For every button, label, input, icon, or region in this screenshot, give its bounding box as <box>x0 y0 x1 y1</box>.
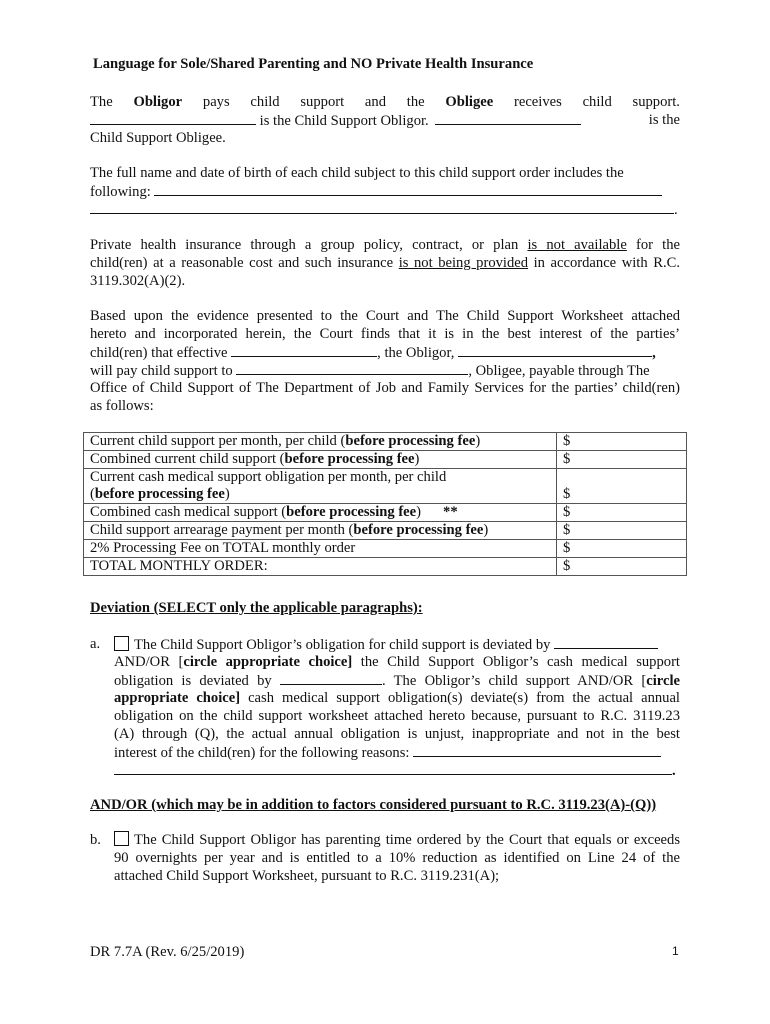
children-names-intro: The full name and date of birth of each child subject to this child support order includes the <box>90 165 624 181</box>
page-title: Language for Sole/Shared Parenting and NO Private Health Insurance <box>93 56 534 72</box>
table-row <box>84 451 687 469</box>
item-a-line-4: appropriate choice] cash medical support obligation(s) deviate(s) from the actual annual <box>114 690 680 706</box>
item-b-checkbox[interactable] <box>114 831 129 846</box>
findings-line-3: child(ren) that effective , the Obligor, , <box>90 345 656 361</box>
obligor-obligee-names: is the Child Support Obligor. is the <box>90 111 680 130</box>
obligee-name-field[interactable] <box>435 111 581 125</box>
table-row <box>84 504 687 522</box>
amount-cell[interactable]: $ <box>557 522 687 540</box>
amount-cell[interactable]: $ <box>557 469 687 504</box>
amount-cell[interactable]: $ <box>557 433 687 451</box>
table-row <box>84 433 687 451</box>
item-a-label: a. <box>90 636 101 652</box>
row-label: Child support arrearage payment per month (before processing fee) <box>84 522 557 540</box>
findings-line-4: will pay child support to , Obligee, payable through The <box>90 363 650 379</box>
table-row <box>84 558 687 576</box>
item-a-line-2: AND/OR [circle appropriate choice] the Child Support Obligor’s cash medical support <box>114 654 680 670</box>
row-label: Combined current child support (before processing fee) <box>84 451 557 469</box>
deviation-heading: Deviation (SELECT only the applicable paragraphs): <box>90 600 423 616</box>
amount-cell[interactable]: $ <box>557 504 687 522</box>
obligor-obligee-line: The Obligor pays child support and the Obligee receives child support. <box>90 94 680 110</box>
medical-deviation-field[interactable] <box>280 671 382 685</box>
item-a-line-5: obligation on the child support worksheet attached hereto because, pursuant to R.C. 3119.23 <box>114 708 680 724</box>
children-names-field-1[interactable] <box>154 182 662 196</box>
item-b-line-3: attached Child Support Worksheet, pursuant to R.C. 3119.231(A); <box>114 868 500 884</box>
table-row <box>84 540 687 558</box>
row-label: 2% Processing Fee on TOTAL monthly order <box>84 540 557 558</box>
amount-cell[interactable]: $ <box>557 558 687 576</box>
findings-line-1: Based upon the evidence presented to the Court and The Child Support Worksheet attached <box>90 308 680 324</box>
page-number: 1 <box>672 944 679 958</box>
item-a-line-7: interest of the child(ren) for the following reasons: <box>114 743 680 762</box>
obligor-field[interactable] <box>458 343 652 357</box>
form-footer: DR 7.7A (Rev. 6/25/2019) <box>90 944 245 960</box>
item-b-line-1: The Child Support Obligor has parenting time ordered by the Court that equals or exceeds <box>114 831 680 849</box>
obligee-field[interactable] <box>236 361 468 375</box>
item-a-line-8: . <box>114 761 680 780</box>
support-amounts-table <box>83 432 687 576</box>
amount-cell[interactable]: $ <box>557 451 687 469</box>
item-a-line-3: obligation is deviated by . The Obligor’s child support AND/OR [circle <box>114 673 680 689</box>
amount-cell[interactable]: $ <box>557 540 687 558</box>
children-names-line-2: . <box>90 200 680 219</box>
obligee-label-line: Child Support Obligee. <box>90 130 226 146</box>
table-row <box>84 522 687 540</box>
deviation-reasons-field-2[interactable] <box>114 761 672 775</box>
table-row <box>84 469 687 504</box>
child-support-deviation-field[interactable] <box>554 635 658 649</box>
health-insurance-line-3: 3119.302(A)(2). <box>90 273 186 289</box>
row-label: TOTAL MONTHLY ORDER: <box>84 558 557 576</box>
findings-line-6: as follows: <box>90 398 154 414</box>
children-names-field-2[interactable] <box>90 200 674 214</box>
deviation-reasons-field-1[interactable] <box>413 743 661 757</box>
row-label: Current child support per month, per child (before processing fee) <box>84 433 557 451</box>
item-b-line-2: 90 overnights per year and is entitled to a 10% reduction as identified on Line 24 of the <box>114 850 680 866</box>
row-label: Combined cash medical support (before processing fee) ** <box>84 504 557 522</box>
item-b-label: b. <box>90 832 101 848</box>
health-insurance-line-2: child(ren) at a reasonable cost and such insurance is not being provided in accordance with R.C. <box>90 255 680 271</box>
andor-heading: AND/OR (which may be in addition to factors considered pursuant to R.C. 3119.23(A)-(Q)) <box>90 797 657 813</box>
health-insurance-line-1: Private health insurance through a group policy, contract, or plan is not available for the <box>90 237 680 253</box>
findings-line-2: hereto and incorporated herein, the Court finds that it is in the best interest of the parties’ <box>90 326 680 342</box>
item-a-checkbox[interactable] <box>114 636 129 651</box>
findings-line-5: Office of Child Support of The Department of Job and Family Services for the parties’ child(ren) <box>90 380 680 396</box>
row-label: Current cash medical support obligation per month, per child (before processing fee) <box>84 469 557 504</box>
item-a-line-6: (A) through (Q), the actual annual obligation is unjust, inappropriate and not in the best <box>114 726 680 742</box>
item-a-line-1: The Child Support Obligor’s obligation for child support is deviated by <box>114 635 680 654</box>
obligor-name-field[interactable] <box>90 111 256 125</box>
children-names-line-1: following: <box>90 182 680 201</box>
effective-date-field[interactable] <box>231 343 377 357</box>
